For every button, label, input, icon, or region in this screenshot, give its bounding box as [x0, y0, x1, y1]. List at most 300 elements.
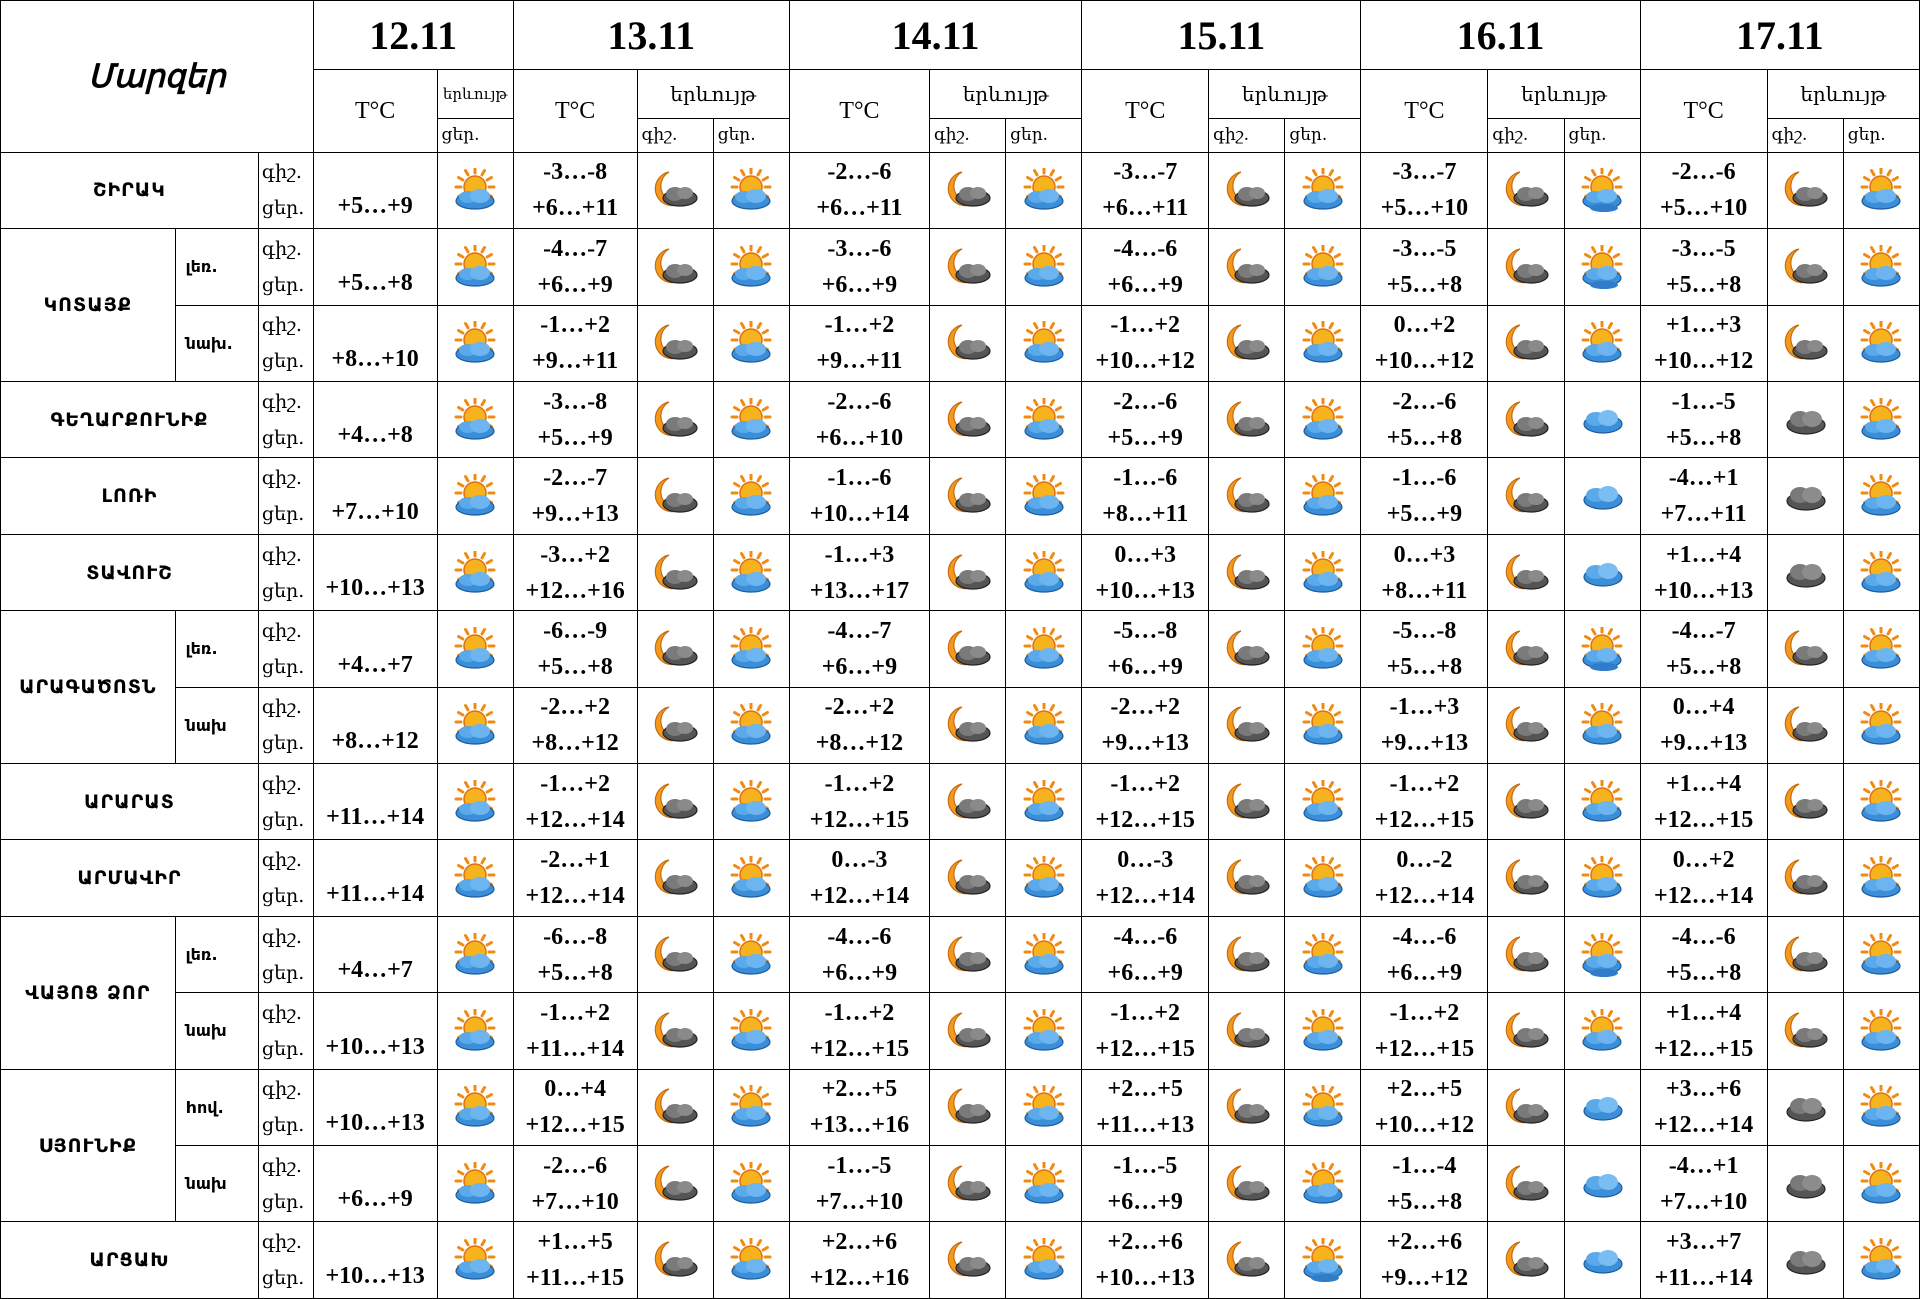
- temperature-cell: [313, 152, 437, 228]
- dark-cloud-shape: [1793, 799, 1827, 818]
- temperature-cell: [1640, 993, 1767, 1069]
- dark-cloud-shape: [956, 722, 990, 741]
- day-temperature: +5…+8: [1386, 653, 1463, 680]
- table-row: [1, 534, 1920, 610]
- night-weather-cell: [637, 152, 713, 228]
- temperature-cell: [789, 229, 929, 305]
- day-temperature: +12…+14: [1653, 1112, 1754, 1139]
- cloud-shape: [456, 954, 494, 974]
- night-weather-cell: [929, 1146, 1005, 1222]
- sun-weather-icon: [449, 1009, 501, 1053]
- sun-weather-icon: [1018, 780, 1070, 824]
- table-row: [1, 305, 1920, 381]
- weather-icon-cell: [437, 687, 513, 763]
- sun-weather-icon: [1297, 168, 1349, 212]
- moon-weather-icon: [649, 780, 701, 824]
- moon-weather-icon: [1779, 1009, 1831, 1053]
- night-temperature: -2…+1: [540, 847, 610, 874]
- temperature-cell: [1640, 840, 1767, 916]
- night-day-label: [258, 1222, 313, 1299]
- temperature-cell: [789, 1146, 929, 1222]
- sun-weather-icon: [1297, 1009, 1349, 1053]
- night-temperature: 0…+2: [1672, 847, 1735, 874]
- night-temperature: +3…+7: [1665, 1229, 1742, 1256]
- day-temperature: +11…+15: [526, 1265, 625, 1292]
- cloud-shape: [732, 495, 770, 515]
- night-temperature: -4…-6: [827, 923, 892, 950]
- day-temperature: +6…+9: [1107, 653, 1183, 680]
- temperature-cell: [1082, 458, 1209, 534]
- moon-weather-icon: [1779, 627, 1831, 671]
- night-temperature: -2…-7: [543, 465, 608, 492]
- moon-weather-icon: [942, 1009, 994, 1053]
- night-temperature: -1…-6: [1392, 465, 1457, 492]
- day-temperature: +7…+11: [1660, 501, 1747, 528]
- temperature-cell: [789, 840, 929, 916]
- night-temperature: -2…-6: [1392, 388, 1457, 415]
- moon-weather-icon: [1500, 1238, 1552, 1282]
- cloud-shape: [732, 1259, 770, 1279]
- dark-cloud-shape: [1235, 417, 1269, 436]
- cloud-shape: [1584, 563, 1622, 586]
- night-weather-cell: [637, 382, 713, 458]
- temperature-cell: [513, 1069, 637, 1145]
- cloud-shape: [1584, 1097, 1622, 1120]
- dark-cloud-shape: [1793, 646, 1827, 665]
- region-name: ԱՐԱՐԱՏ: [1, 764, 259, 840]
- day-label: ցեր.: [261, 579, 305, 602]
- sun-weather-icon: [449, 856, 501, 900]
- day-weather-cell: [1564, 611, 1640, 687]
- night-temperature: -3…-5: [1671, 235, 1736, 262]
- rain-weather-icon: [1576, 245, 1628, 289]
- cloud-shape: [1584, 1250, 1622, 1273]
- day-temperature: +8…+12: [531, 730, 619, 757]
- cloud-shape: [1583, 342, 1621, 362]
- sun-weather-icon: [725, 1238, 777, 1282]
- moon-weather-icon: [1221, 856, 1273, 900]
- night-day-label: [258, 382, 313, 458]
- cloud-shape: [1584, 410, 1622, 433]
- dark-cloud-shape: [1514, 1257, 1548, 1276]
- night-weather-cell: [1767, 1222, 1843, 1299]
- sun-weather-icon: [1855, 780, 1907, 824]
- night-weather-cell: [637, 840, 713, 916]
- day-temperature: +12…+15: [1374, 806, 1475, 833]
- day-label: ցեր.: [261, 350, 305, 373]
- day-temperature: +12…+15: [1374, 1035, 1475, 1062]
- cloud-shape: [1025, 419, 1063, 439]
- dark-cloud-shape: [1793, 264, 1827, 283]
- day-weather-cell: [1285, 840, 1361, 916]
- night-weather-cell: [637, 458, 713, 534]
- dark-cloud-shape: [1235, 952, 1269, 971]
- cloud-shape: [1025, 1106, 1063, 1126]
- moon-weather-icon: [1779, 856, 1831, 900]
- day-weather-cell: [1006, 687, 1082, 763]
- region-subzone: նախ: [175, 687, 258, 763]
- night-temperature: -2…-6: [827, 388, 892, 415]
- night-temperature: +1…+4: [1665, 770, 1742, 797]
- date-header: 16.11: [1361, 1, 1640, 70]
- cloud-shape: [1862, 189, 1900, 209]
- region-subzone: լեռ.: [175, 916, 258, 992]
- day-temperature: +8…+10: [331, 346, 419, 372]
- region-subzone: լեռ.: [175, 611, 258, 687]
- temperature-cell: [789, 152, 929, 228]
- rain-weather-icon: [1576, 168, 1628, 212]
- night-label: գիշ.: [261, 1231, 302, 1254]
- temperature-cell: [313, 1069, 437, 1145]
- dark-cloud-shape: [1235, 1181, 1269, 1200]
- day-weather-cell: [1564, 458, 1640, 534]
- night-weather-cell: [929, 382, 1005, 458]
- dark-cloud-shape: [1235, 493, 1269, 512]
- day-temperature: +10…+13: [1095, 577, 1195, 604]
- sun-weather-icon: [725, 780, 777, 824]
- temperature-cell: [1640, 305, 1767, 381]
- sun-weather-icon: [1576, 703, 1628, 747]
- cloud-shape: [1862, 1183, 1900, 1203]
- sun-weather-icon: [1297, 703, 1349, 747]
- night-temperature: -2…+2: [540, 694, 610, 721]
- cloud-shape: [732, 648, 770, 668]
- day-weather-cell: [1843, 1222, 1919, 1299]
- day-weather-cell: [1285, 1146, 1361, 1222]
- temperature-cell: [1361, 152, 1488, 228]
- night-weather-cell: [637, 534, 713, 610]
- dark-cloud-shape: [1793, 340, 1827, 359]
- table-row: [1, 1146, 1920, 1222]
- night-weather-cell: [637, 1069, 713, 1145]
- sun-weather-icon: [449, 627, 501, 671]
- cloud-shape: [1304, 266, 1342, 286]
- weather-icon-cell: [437, 1069, 513, 1145]
- night-temperature: +2…+5: [1107, 1076, 1183, 1103]
- weather-icon-cell: [437, 916, 513, 992]
- dark-cloud-shape: [1514, 1181, 1548, 1200]
- sun-weather-icon: [1855, 398, 1907, 442]
- day-temperature: +11…+14: [326, 880, 425, 907]
- temperature-cell: [1082, 687, 1209, 763]
- day-temperature: +10…+12: [1653, 348, 1754, 375]
- cloud-shape: [1025, 801, 1063, 821]
- dark-cloud-shape: [663, 875, 697, 894]
- night-temperature: -3…-8: [543, 159, 608, 186]
- day-weather-cell: [713, 229, 789, 305]
- day-header: ցեր.: [713, 118, 789, 152]
- moon-weather-icon: [1500, 933, 1552, 977]
- night-weather-cell: [1209, 687, 1285, 763]
- day-temperature: +6…+11: [532, 195, 619, 222]
- day-weather-cell: [1006, 916, 1082, 992]
- day-temperature: +5…+8: [537, 653, 613, 680]
- night-label: գիշ.: [261, 1078, 302, 1101]
- night-temperature: +2…+5: [1386, 1076, 1463, 1103]
- cloud-shape: [456, 266, 494, 286]
- night-label: գիշ.: [261, 696, 302, 719]
- dark-cloud-shape: [663, 646, 697, 665]
- temperature-cell: [513, 1222, 637, 1299]
- moon-weather-icon: [942, 168, 994, 212]
- temperature-cell: [1361, 840, 1488, 916]
- day-header: ցեր.: [1006, 118, 1082, 152]
- night-weather-cell: [637, 993, 713, 1069]
- night-weather-cell: [1209, 305, 1285, 381]
- temperature-cell: [513, 993, 637, 1069]
- dark-cloud-shape: [956, 1257, 990, 1276]
- night-weather-cell: [1209, 916, 1285, 992]
- day-temperature: +5…+8: [1665, 653, 1742, 680]
- moon-weather-icon: [649, 1238, 701, 1282]
- day-weather-cell: [1843, 916, 1919, 992]
- cloud-shape: [456, 1259, 494, 1279]
- day-temperature: +12…+15: [1095, 806, 1195, 833]
- day-temperature: +6…+11: [816, 195, 903, 222]
- temperature-cell: [1361, 1146, 1488, 1222]
- dark-cloud-shape: [1793, 187, 1827, 206]
- temp-header: T°C: [513, 70, 637, 152]
- sun-weather-icon: [725, 321, 777, 365]
- dark-cloud-shape: [956, 570, 990, 589]
- day-weather-cell: [1564, 534, 1640, 610]
- cloud-shape: [732, 801, 770, 821]
- cloud-shape: [1862, 724, 1900, 744]
- moon-weather-icon: [942, 933, 994, 977]
- dark-cloud-shape: [1793, 952, 1827, 971]
- night-label: գիշ.: [261, 772, 302, 795]
- night-day-label: [258, 1146, 313, 1222]
- sun-weather-icon: [449, 398, 501, 442]
- moon-weather-icon: [649, 398, 701, 442]
- temperature-cell: [1361, 916, 1488, 992]
- temperature-cell: [513, 305, 637, 381]
- day-temperature: +6…+9: [1107, 1188, 1183, 1215]
- cloud-shape: [1862, 495, 1900, 515]
- night-temperature: -2…-6: [1671, 159, 1736, 186]
- temperature-cell: [313, 305, 437, 381]
- night-temperature: -4…-6: [1113, 923, 1178, 950]
- sun-weather-icon: [449, 321, 501, 365]
- moon-weather-icon: [942, 245, 994, 289]
- temperature-cell: [313, 611, 437, 687]
- day-temperature: +6…+9: [1107, 271, 1183, 298]
- night-day-label: [258, 687, 313, 763]
- cloud-weather-icon: [1576, 398, 1628, 442]
- day-header: ցեր.: [1843, 118, 1919, 152]
- sun-weather-icon: [449, 1162, 501, 1206]
- day-temperature: +6…+9: [821, 653, 898, 680]
- night-weather-cell: [1209, 993, 1285, 1069]
- day-temperature: +10…+13: [325, 1033, 425, 1060]
- sun-weather-icon: [1018, 933, 1070, 977]
- night-weather-cell: [637, 1146, 713, 1222]
- weather-icon-cell: [437, 611, 513, 687]
- day-temperature: +12…+14: [1653, 883, 1754, 910]
- night-weather-cell: [637, 305, 713, 381]
- dark-cloud-shape: [1793, 1028, 1827, 1047]
- cloud-shape: [1025, 648, 1063, 668]
- temperature-cell: [513, 916, 637, 992]
- cloud-shape: [1025, 266, 1063, 286]
- temperature-cell: [513, 152, 637, 228]
- day-weather-cell: [1843, 1069, 1919, 1145]
- sun-weather-icon: [725, 1162, 777, 1206]
- moon-weather-icon: [1221, 474, 1273, 518]
- night-temperature: -1…+2: [540, 312, 610, 339]
- sun-weather-icon: [725, 398, 777, 442]
- sun-weather-icon: [449, 780, 501, 824]
- dark-cloud-shape: [1235, 646, 1269, 665]
- day-weather-cell: [1285, 382, 1361, 458]
- cloud-shape: [1862, 801, 1900, 821]
- night-weather-cell: [637, 916, 713, 992]
- day-temperature: +8…+12: [815, 730, 904, 757]
- table-row: [1, 916, 1920, 992]
- table-row: [1, 993, 1920, 1069]
- night-weather-cell: [1209, 152, 1285, 228]
- day-weather-cell: [1564, 1222, 1640, 1299]
- sun-weather-icon: [725, 627, 777, 671]
- region-subzone: լեռ.: [175, 229, 258, 305]
- day-weather-cell: [713, 382, 789, 458]
- cloud-shape: [1304, 572, 1342, 592]
- night-weather-cell: [1767, 1069, 1843, 1145]
- day-label: ցեր.: [261, 1114, 305, 1137]
- day-temperature: +11…+14: [1654, 1265, 1753, 1292]
- temperature-cell: [313, 534, 437, 610]
- sun-weather-icon: [449, 1085, 501, 1129]
- sun-weather-icon: [1297, 321, 1349, 365]
- region-name: ՍՅՈՒՆԻՔ: [1, 1069, 176, 1222]
- temperature-cell: [513, 687, 637, 763]
- temp-header: T°C: [1082, 70, 1209, 152]
- sun-weather-icon: [725, 551, 777, 595]
- cloud-shape: [1025, 1183, 1063, 1203]
- night-temperature: -1…-5: [827, 1152, 892, 1179]
- night-temperature: -5…-8: [1392, 617, 1457, 644]
- day-temperature: +11…+14: [526, 1035, 625, 1062]
- day-temperature: +11…+14: [326, 804, 425, 831]
- dark-cloud-shape: [663, 799, 697, 818]
- weather-header: երևույթ: [1209, 70, 1361, 118]
- day-temperature: +10…+13: [1653, 577, 1754, 604]
- cloud-shape: [732, 1030, 770, 1050]
- weather-icon-cell: [437, 305, 513, 381]
- temperature-cell: [1361, 993, 1488, 1069]
- day-weather-cell: [713, 1222, 789, 1299]
- sun-weather-icon: [1576, 780, 1628, 824]
- cloud-shape: [1584, 486, 1622, 509]
- sun-weather-icon: [1576, 1009, 1628, 1053]
- table-row: [1, 1222, 1920, 1299]
- night-weather-cell: [637, 764, 713, 840]
- dark-cloud-shape: [663, 952, 697, 971]
- temperature-cell: [313, 1222, 437, 1299]
- day-weather-cell: [1285, 687, 1361, 763]
- day-weather-cell: [1843, 152, 1919, 228]
- day-temperature: +5…+8: [1386, 1188, 1463, 1215]
- night-weather-cell: [929, 916, 1005, 992]
- day-label: ցեր.: [261, 732, 305, 755]
- temperature-cell: [513, 1146, 637, 1222]
- moon-weather-icon: [942, 856, 994, 900]
- day-label: ցեր.: [261, 1267, 305, 1290]
- cloud-shape: [1304, 419, 1342, 439]
- night-day-label: [258, 840, 313, 916]
- night-weather-cell: [929, 305, 1005, 381]
- night-label: գիշ.: [261, 161, 302, 184]
- region-name: ՇԻՐԱԿ: [1, 152, 259, 228]
- day-weather-cell: [1843, 840, 1919, 916]
- day-weather-cell: [713, 1146, 789, 1222]
- sun-weather-icon: [449, 474, 501, 518]
- cloud-shape: [732, 189, 770, 209]
- night-temperature: +1…+4: [1665, 999, 1742, 1026]
- temperature-cell: [313, 993, 437, 1069]
- day-weather-cell: [1843, 305, 1919, 381]
- sun-weather-icon: [1297, 627, 1349, 671]
- day-weather-cell: [713, 764, 789, 840]
- region-name: ԳԵՂԱՐՔՈՒՆԻՔ: [1, 382, 259, 458]
- moon-weather-icon: [1500, 1009, 1552, 1053]
- day-temperature: +5…+8: [1386, 424, 1463, 451]
- sun-weather-icon: [725, 703, 777, 747]
- day-temperature: +12…+14: [1374, 883, 1475, 910]
- night-temperature: -5…-8: [1113, 617, 1178, 644]
- rain-weather-icon: [1576, 627, 1628, 671]
- day-temperature: +12…+15: [1653, 806, 1754, 833]
- cloud-shape: [1304, 1030, 1342, 1050]
- temperature-cell: [1361, 1069, 1488, 1145]
- cloud-weather-icon: [1576, 474, 1628, 518]
- temperature-cell: [789, 382, 929, 458]
- temp-header: T°C: [313, 70, 437, 152]
- night-weather-cell: [1488, 382, 1564, 458]
- night-temperature: 0…-2: [1396, 847, 1453, 874]
- cloud-shape: [1304, 954, 1342, 974]
- night-weather-cell: [1488, 687, 1564, 763]
- night-temperature: -3…-5: [1392, 235, 1457, 262]
- sun-weather-icon: [1855, 1009, 1907, 1053]
- night-temperature: 0…+2: [1393, 312, 1456, 339]
- day-weather-cell: [1843, 687, 1919, 763]
- date-header: 15.11: [1082, 1, 1361, 70]
- cloud-shape: [1025, 572, 1063, 592]
- weather-icon-cell: [437, 534, 513, 610]
- dark-cloud-shape: [1235, 722, 1269, 741]
- temperature-cell: [1082, 229, 1209, 305]
- region-subzone: hով.: [175, 1069, 258, 1145]
- weather-header: երևույթ: [437, 70, 513, 118]
- night-label: գիշ.: [261, 849, 302, 872]
- temperature-cell: [1082, 1222, 1209, 1299]
- temperature-cell: [1640, 687, 1767, 763]
- cloud-shape: [1025, 877, 1063, 897]
- temperature-cell: [1640, 764, 1767, 840]
- cloud-shape: [1304, 801, 1342, 821]
- dark-cloud-shape: [1235, 799, 1269, 818]
- sun-weather-icon: [1297, 398, 1349, 442]
- night-temperature: -3…-7: [1392, 159, 1457, 186]
- temperature-cell: [789, 993, 929, 1069]
- day-label: ցեր.: [261, 885, 305, 908]
- night-weather-cell: [637, 1222, 713, 1299]
- dark-cloud-shape: [1514, 417, 1548, 436]
- cloud-shape: [1583, 801, 1621, 821]
- dark-cloud-shape: [663, 570, 697, 589]
- cloud-shape: [732, 1106, 770, 1126]
